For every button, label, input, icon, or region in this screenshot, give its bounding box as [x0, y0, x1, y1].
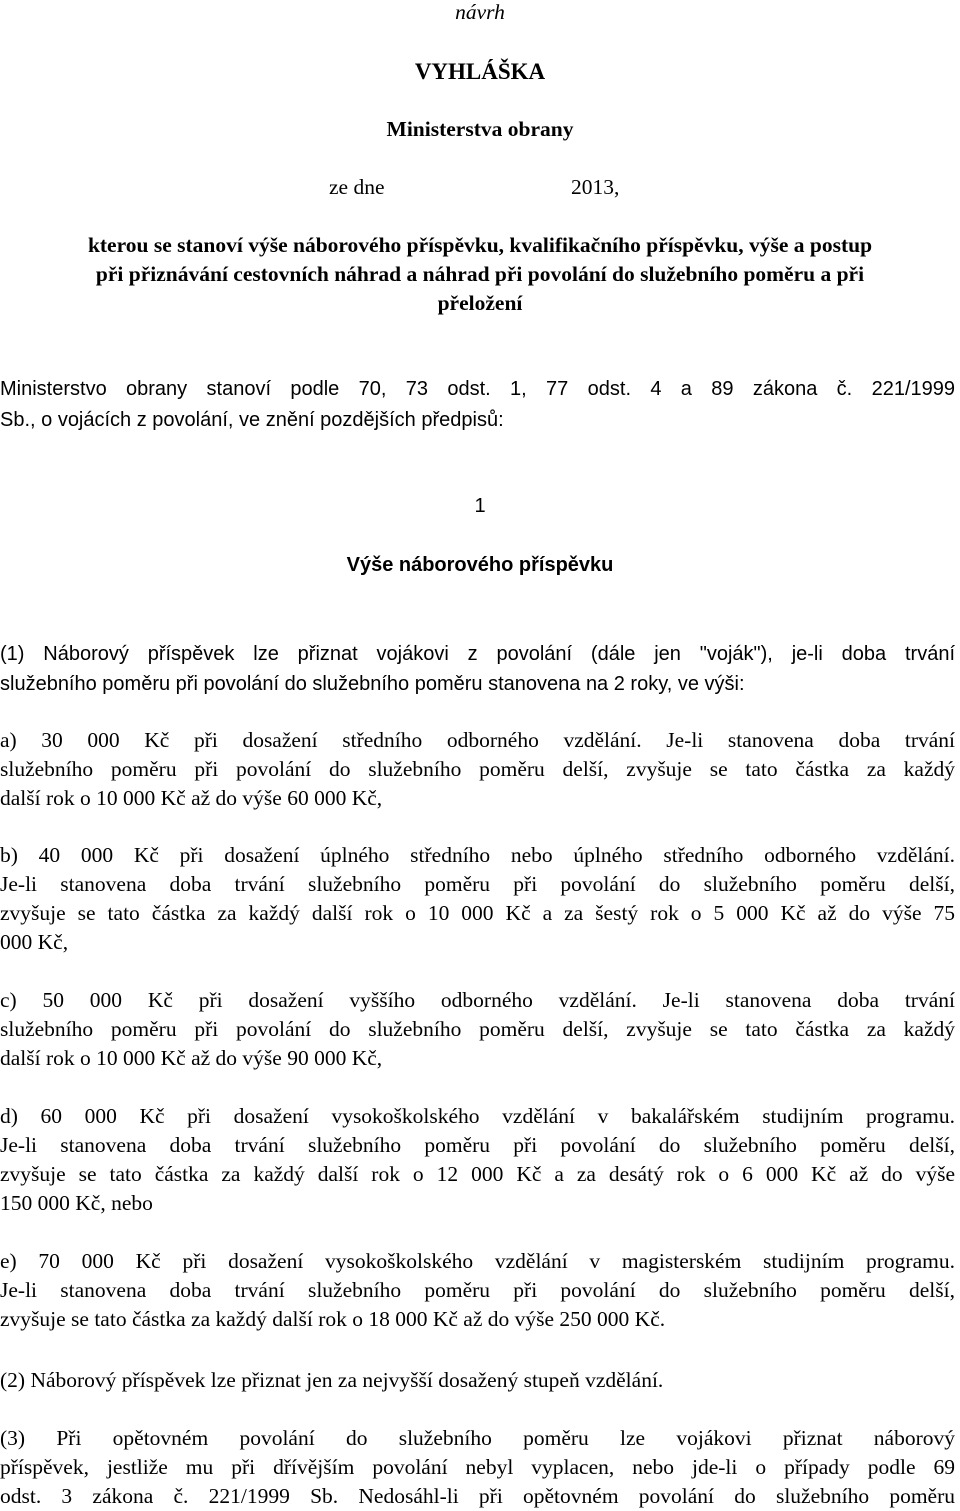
- date-year: 2013,: [571, 175, 620, 199]
- item-c-line-3: další rok o 10 000 Kč až do výše 90 000 Kč,: [0, 1046, 383, 1070]
- para3-line-3: odst. 3 zákona č. 221/1999 Sb. Nedosáhl-li při opětovném povolání do služebního poměru: [0, 1484, 955, 1508]
- section-title: Výše náborového příspěvku: [346, 554, 614, 576]
- preamble-line-1: Ministerstvo obrany stanoví podle 70, 73 odst. 1, 77 odst. 4 a 89 zákona č. 221/1999: [0, 378, 955, 400]
- item-e-line-1: e) 70 000 Kč při dosažení vysokoškolského vzdělání v magisterském studijním programu.: [0, 1249, 955, 1273]
- section-number: 1: [474, 495, 486, 517]
- item-a-line-3: další rok o 10 000 Kč až do výše 60 000 Kč,: [0, 786, 383, 810]
- draft-label: návrh: [455, 0, 505, 24]
- subject-line-1: kterou se stanoví výše náborového příspěvku, kvalifikačního příspěvku, výše a postup: [87, 233, 873, 257]
- item-c-line-2: služebního poměru při povolání do služebního poměru delší, zvyšuje se tato částka za každý: [0, 1017, 955, 1041]
- item-d-line-3: zvyšuje se tato částka za každý další rok o 12 000 Kč a za desátý rok o 6 000 Kč až do výše: [0, 1162, 955, 1186]
- issuer-title: Ministerstva obrany: [386, 117, 574, 141]
- item-b-line-3: zvyšuje se tato částka za každý další rok o 10 000 Kč a za šestý rok o 5 000 Kč až do výše 75: [0, 901, 955, 925]
- item-b-line-4: 000 Kč,: [0, 930, 69, 954]
- subject-line-3: přeložení: [437, 291, 523, 315]
- document-type-title: VYHLÁŠKA: [414, 59, 546, 84]
- item-d-line-1: d) 60 000 Kč při dosažení vysokoškolského vzdělání v bakalářském studijním programu.: [0, 1104, 955, 1128]
- para3-line-1: (3) Při opětovném povolání do služebního poměru lze vojákovi přiznat náborový: [0, 1426, 955, 1450]
- item-e-line-3: zvyšuje se tato částka za každý další rok o 18 000 Kč až do výše 250 000 Kč.: [0, 1307, 666, 1331]
- item-b-line-1: b) 40 000 Kč při dosažení úplného středního nebo úplného středního odborného vzdělání.: [0, 843, 955, 867]
- item-c-line-1: c) 50 000 Kč při dosažení vyššího odborného vzdělání. Je-li stanovena doba trvání: [0, 988, 955, 1012]
- item-d-line-4: 150 000 Kč, nebo: [0, 1191, 153, 1215]
- para1-line-2: služebního poměru při povolání do služebního poměru stanovena na 2 roky, ve výši:: [0, 673, 745, 695]
- item-b-line-2: Je-li stanovena doba trvání služebního poměru při povolání do služebního poměru delší,: [0, 872, 955, 896]
- para3-line-2: příspěvek, jestliže mu při dřívějším povolání nebyl vyplacen, nebo jde-li o případy podle 69: [0, 1455, 955, 1479]
- para1-line-1: (1) Náborový příspěvek lze přiznat vojákovi z povolání (dále jen "voják"), je-li doba trvání: [0, 643, 955, 665]
- item-d-line-2: Je-li stanovena doba trvání služebního poměru při povolání do služebního poměru delší,: [0, 1133, 955, 1157]
- para2-line: (2) Náborový příspěvek lze přiznat jen za nejvyšší dosažený stupeň vzdělání.: [0, 1368, 664, 1392]
- subject-line-2: při přiznávání cestovních náhrad a náhrad při povolání do služebního poměru a při: [95, 262, 865, 286]
- item-e-line-2: Je-li stanovena doba trvání služebního poměru při povolání do služebního poměru delší,: [0, 1278, 955, 1302]
- date-prefix: ze dne: [329, 175, 385, 199]
- item-a-line-2: služebního poměru při povolání do služebního poměru delší, zvyšuje se tato částka za každý: [0, 757, 955, 781]
- preamble-line-2: Sb., o vojácích z povolání, ve znění pozdějších předpisů:: [0, 409, 504, 431]
- item-a-line-1: a) 30 000 Kč při dosažení středního odborného vzdělání. Je-li stanovena doba trvání: [0, 728, 955, 752]
